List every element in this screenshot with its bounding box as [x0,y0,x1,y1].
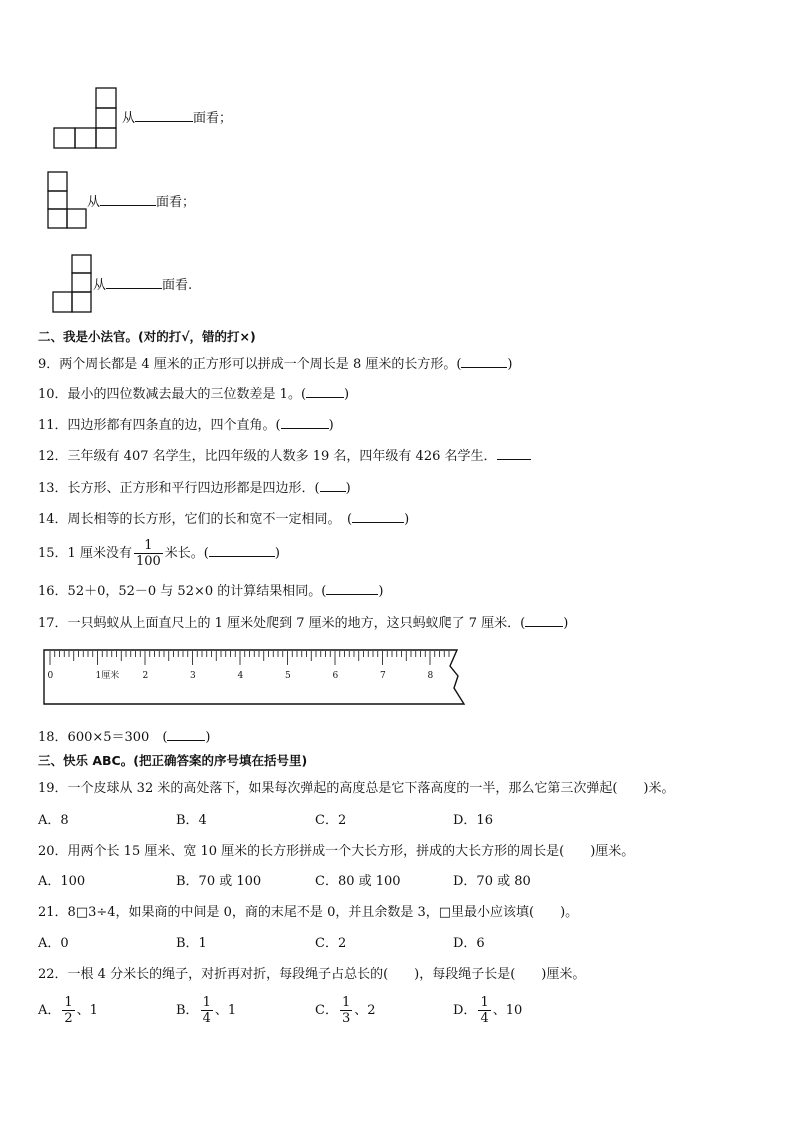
q19-option-b[interactable]: B．4 [176,813,207,828]
ruler-label: 4 [237,671,244,681]
question-17: 17．一只蚂蚁从上面直尺上的 1 厘米处爬到 7 厘米的地方，这只蚂蚁爬了 7 厘米．( ) [38,616,569,631]
view-question-2: 从 面看； [87,195,196,210]
cube-figure-1 [52,86,122,150]
q22-option-a[interactable]: A． $\frac{1}{2}$ 、1 [38,995,98,1026]
ruler-label: 2 [142,671,149,681]
answer-blank[interactable] [497,447,531,460]
ruler-label: 8 [427,671,434,681]
answer-blank[interactable] [135,109,193,122]
answer-blank[interactable] [209,544,275,557]
answer-blank[interactable] [306,385,344,398]
question-18: 18．600×5＝300 ( ) [38,730,211,745]
cube-figure-3 [51,253,95,315]
answer-blank[interactable] [352,510,404,523]
view-question-3: 从 面看. [93,278,193,293]
q20-option-d[interactable]: D．70 或 80 [453,874,531,889]
answer-blank[interactable] [106,276,162,289]
ruler-label: 0 [47,671,54,681]
ruler-label: 6 [332,671,339,681]
question-20: 20．用两个长 15 厘米、宽 10 厘米的长方形拼成一个大长方形，拼成的大长方形的周长是( )厘米。 [38,844,635,859]
q19-option-d[interactable]: D．16 [453,813,493,828]
q20-option-b[interactable]: B．70 或 100 [176,874,262,889]
q21-option-c[interactable]: C．2 [315,936,347,951]
ruler-figure [40,646,470,708]
cube-figure-2 [46,170,90,230]
answer-blank[interactable] [320,479,346,492]
question-9: 9．两个周长都是 4 厘米的正方形可以拼成一个周长是 8 厘米的长方形。( ) [38,357,513,372]
question-21: 21．8□3÷4，如果商的中间是 0，商的末尾不是 0，并且余数是 3，□里最小应该填( )。 [38,905,579,920]
ruler-label: 7 [380,671,386,681]
q20-option-a[interactable]: A．100 [38,874,86,889]
ruler-label: 1厘米 [95,671,120,681]
q19-option-c[interactable]: C．2 [315,813,347,828]
q19-option-a[interactable]: A．8 [38,813,69,828]
section2-title: 二、我是小法官。(对的打√，错的打×) [38,329,256,344]
q21-option-a[interactable]: A．0 [38,936,69,951]
question-19: 19．一个皮球从 32 米的高处落下，如果每次弹起的高度总是它下落高度的一半，那么它第三次弹起( )米。 [38,781,675,796]
answer-blank[interactable] [281,416,329,429]
question-15: 15．1 厘米没有 $\frac{1}{100}$ 米长。( ) [38,538,280,569]
answer-blank[interactable] [326,582,378,595]
q22-option-d[interactable]: D． $\frac{1}{4}$ 、10 [453,995,523,1026]
question-12: 12．三年级有 407 名学生，比四年级的人数多 19 名，四年级有 426 名学生． [38,447,531,466]
question-11: 11．四边形都有四条直的边，四个直角。( ) [38,418,334,433]
answer-blank[interactable] [525,614,563,627]
section3-title: 三、快乐 ABC。(把正确答案的序号填在括号里) [38,753,308,768]
q21-option-d[interactable]: D．6 [453,936,485,951]
question-22: 22．一根 4 分米长的绳子，对折再对折，每段绳子占总长的( )，每段绳子长是( )厘米。 [38,967,586,982]
fraction: $\frac{1}{100}$ [135,538,161,569]
question-14: 14．周长相等的长方形，它们的长和宽不一定相同。 ( ) [38,512,410,527]
question-10: 10．最小的四位数减去最大的三位数差是 1。( ) [38,387,350,402]
answer-blank[interactable] [461,355,507,368]
ruler-label: 3 [190,671,196,681]
answer-blank[interactable] [100,193,156,206]
question-13: 13．长方形、正方形和平行四边形都是四边形．( ) [38,481,351,496]
q21-option-b[interactable]: B．1 [176,936,207,951]
q22-option-b[interactable]: B． $\frac{1}{4}$ 、1 [176,995,237,1026]
q22-option-c[interactable]: C． $\frac{1}{3}$ 、2 [315,995,376,1026]
view-question-1: 从 面看； [122,111,233,126]
question-16: 16．52＋0，52－0 与 52×0 的计算结果相同。( ) [38,584,384,599]
ruler-label: 5 [285,671,291,681]
answer-blank[interactable] [167,728,205,741]
q20-option-c[interactable]: C．80 或 100 [315,874,401,889]
